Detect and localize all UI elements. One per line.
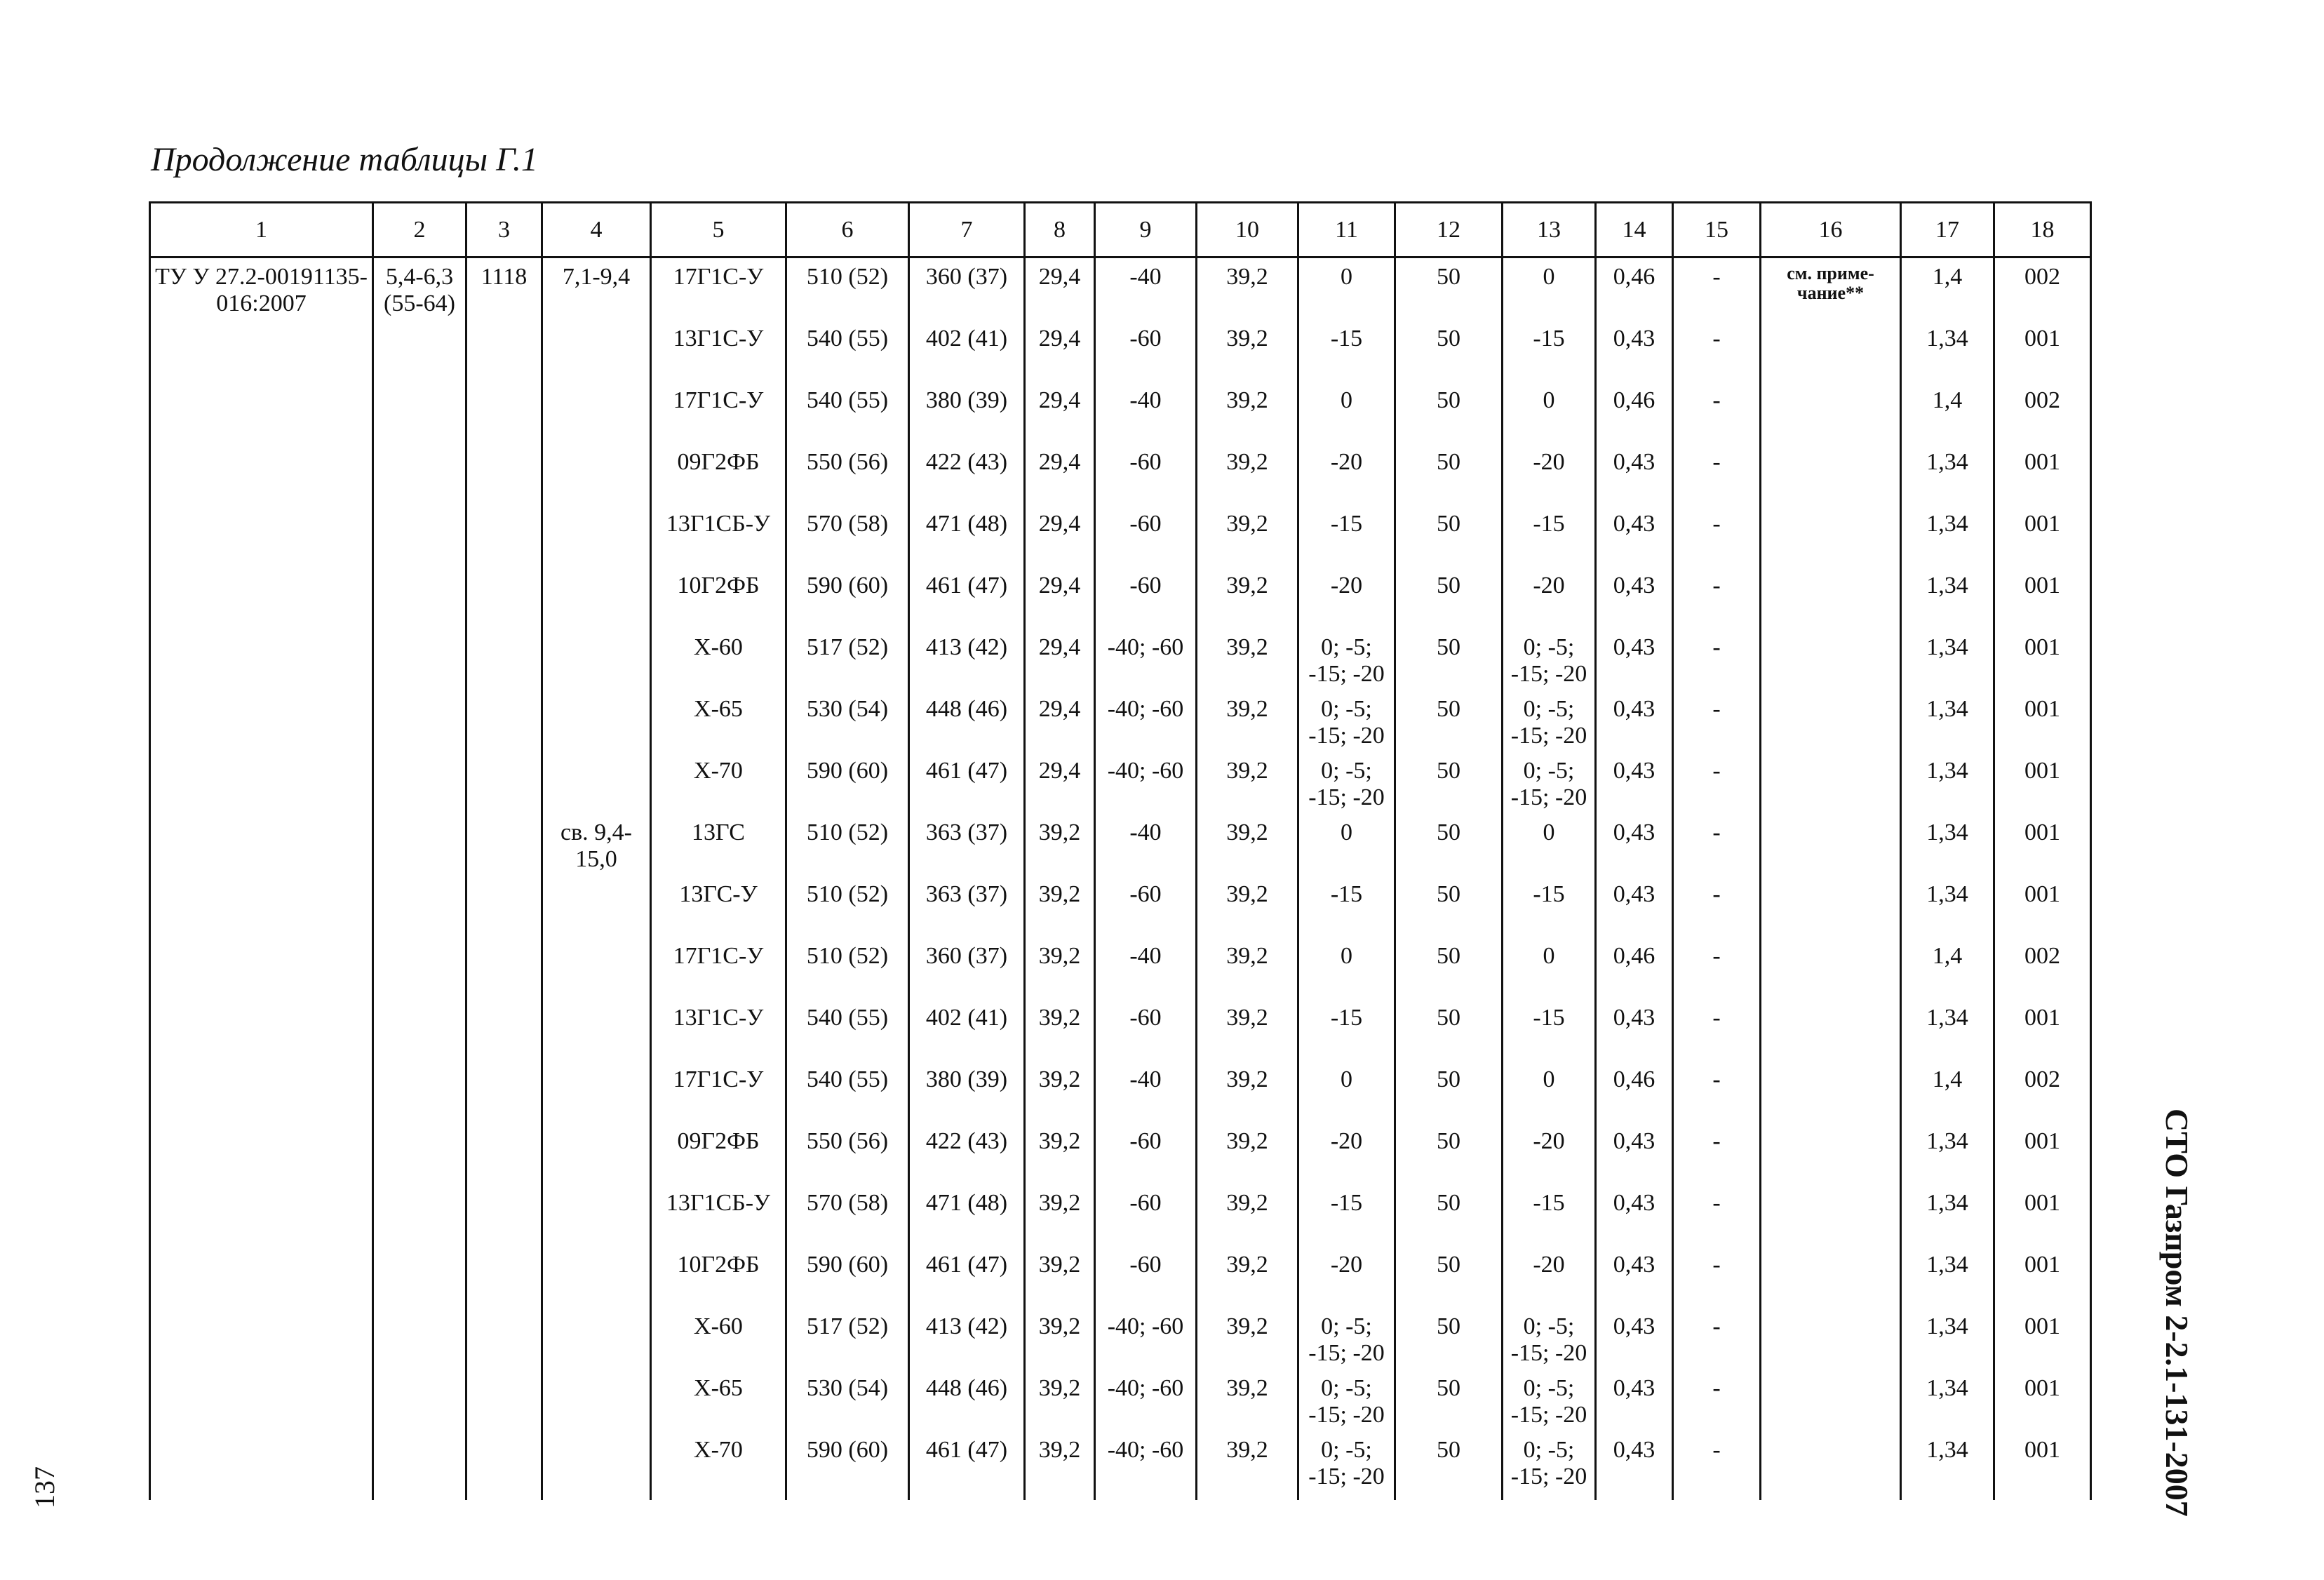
cell-col-18: 001 (1994, 320, 2091, 382)
cell-col-14: 0,43 (1596, 1246, 1673, 1308)
cell-col-18: 002 (1994, 937, 2091, 999)
cell-col-14: 0,46 (1596, 382, 1673, 443)
cell-col-10: 39,2 (1197, 1246, 1298, 1308)
cell-col-11: 0 (1298, 814, 1395, 876)
column-header-11: 11 (1298, 203, 1395, 257)
cell-col-7: 363 (37) (909, 814, 1025, 876)
cell-col-7: 402 (41) (909, 999, 1025, 1061)
cell-col-10: 39,2 (1197, 443, 1298, 505)
cell-col-18: 001 (1994, 567, 2091, 629)
cell-col-5: 13Г1СБ-У (651, 1184, 786, 1246)
cell-col-14: 0,43 (1596, 876, 1673, 937)
note-cell: см. приме-чание** (1761, 257, 1901, 1501)
cell-col-10: 39,2 (1197, 257, 1298, 321)
cell-col-6: 530 (54) (786, 1370, 909, 1431)
cell-col-15: - (1673, 1308, 1761, 1370)
cell-col-12: 50 (1395, 1184, 1503, 1246)
cell-col-12: 50 (1395, 937, 1503, 999)
column-header-9: 9 (1095, 203, 1197, 257)
cell-col-14: 0,46 (1596, 937, 1673, 999)
cell-col-15: - (1673, 752, 1761, 814)
cell-col-7: 413 (42) (909, 1308, 1025, 1370)
cell-col-8: 29,4 (1025, 505, 1095, 567)
cell-col-17: 1,34 (1901, 1123, 1994, 1184)
cell-col-6: 540 (55) (786, 1061, 909, 1123)
cell-col-17: 1,34 (1901, 1370, 1994, 1431)
cell-col-15: - (1673, 999, 1761, 1061)
cell-col-14: 0,46 (1596, 1061, 1673, 1123)
cell-col-11: 0; -5; -15; -20 (1298, 629, 1395, 690)
cell-col-8: 39,2 (1025, 1246, 1095, 1308)
cell-col-6: 517 (52) (786, 1308, 909, 1370)
cell-col-10: 39,2 (1197, 876, 1298, 937)
cell-col-9: -40; -60 (1095, 1370, 1197, 1431)
cell-col-11: -20 (1298, 1246, 1395, 1308)
cell-col-8: 29,4 (1025, 320, 1095, 382)
cell-col-11: -20 (1298, 567, 1395, 629)
cell-col-11: 0; -5; -15; -20 (1298, 1431, 1395, 1500)
cell-col-5: 13Г1С-У (651, 999, 786, 1061)
column-header-8: 8 (1025, 203, 1095, 257)
cell-col-13: -20 (1503, 1246, 1596, 1308)
col3-cell: 1118 (466, 257, 542, 1501)
cell-col-12: 50 (1395, 999, 1503, 1061)
cell-col-15: - (1673, 257, 1761, 321)
cell-col-18: 001 (1994, 1123, 2091, 1184)
cell-col-6: 517 (52) (786, 629, 909, 690)
cell-col-13: 0 (1503, 937, 1596, 999)
cell-col-12: 50 (1395, 814, 1503, 876)
steel-grades-table (149, 201, 2092, 1500)
cell-col-9: -40 (1095, 382, 1197, 443)
cell-col-6: 540 (55) (786, 999, 909, 1061)
cell-col-11: 0 (1298, 937, 1395, 999)
cell-col-17: 1,34 (1901, 629, 1994, 690)
cell-col-17: 1,4 (1901, 257, 1994, 321)
cell-col-7: 422 (43) (909, 443, 1025, 505)
column-header-7: 7 (909, 203, 1025, 257)
cell-col-8: 29,4 (1025, 567, 1095, 629)
cell-col-6: 550 (56) (786, 443, 909, 505)
cell-col-17: 1,34 (1901, 1308, 1994, 1370)
table-body (150, 257, 2091, 1501)
cell-col-11: -15 (1298, 505, 1395, 567)
cell-col-10: 39,2 (1197, 1123, 1298, 1184)
header-row (150, 203, 2091, 257)
cell-col-13: 0; -5; -15; -20 (1503, 1370, 1596, 1431)
cell-col-11: 0; -5; -15; -20 (1298, 752, 1395, 814)
cell-col-5: 09Г2ФБ (651, 1123, 786, 1184)
cell-col-7: 448 (46) (909, 1370, 1025, 1431)
cell-col-12: 50 (1395, 382, 1503, 443)
cell-col-14: 0,43 (1596, 814, 1673, 876)
cell-col-5: X-60 (651, 629, 786, 690)
cell-col-13: 0; -5; -15; -20 (1503, 690, 1596, 752)
cell-col-13: 0; -5; -15; -20 (1503, 752, 1596, 814)
cell-col-7: 471 (48) (909, 1184, 1025, 1246)
cell-col-8: 29,4 (1025, 382, 1095, 443)
cell-col-14: 0,43 (1596, 1184, 1673, 1246)
cell-col-18: 002 (1994, 257, 2091, 321)
cell-col-17: 1,34 (1901, 505, 1994, 567)
column-header-5: 5 (651, 203, 786, 257)
column-header-2: 2 (373, 203, 466, 257)
cell-col-10: 39,2 (1197, 690, 1298, 752)
cell-col-6: 590 (60) (786, 567, 909, 629)
cell-col-5: 13ГС (651, 814, 786, 876)
cell-col-9: -40; -60 (1095, 629, 1197, 690)
cell-col-10: 39,2 (1197, 1370, 1298, 1431)
cell-col-8: 39,2 (1025, 937, 1095, 999)
cell-col-7: 461 (47) (909, 567, 1025, 629)
cell-col-11: 0 (1298, 382, 1395, 443)
cell-col-17: 1,34 (1901, 1246, 1994, 1308)
cell-col-13: -15 (1503, 876, 1596, 937)
cell-col-7: 360 (37) (909, 257, 1025, 321)
cell-col-11: -15 (1298, 1184, 1395, 1246)
cell-col-14: 0,43 (1596, 320, 1673, 382)
cell-col-8: 39,2 (1025, 876, 1095, 937)
cell-col-10: 39,2 (1197, 999, 1298, 1061)
cell-col-13: -20 (1503, 1123, 1596, 1184)
cell-col-6: 540 (55) (786, 382, 909, 443)
cell-col-6: 510 (52) (786, 257, 909, 321)
cell-col-14: 0,43 (1596, 752, 1673, 814)
cell-col-18: 001 (1994, 752, 2091, 814)
cell-col-12: 50 (1395, 257, 1503, 321)
cell-col-12: 50 (1395, 1370, 1503, 1431)
cell-col-6: 590 (60) (786, 1431, 909, 1500)
column-header-3: 3 (466, 203, 542, 257)
column-header-15: 15 (1673, 203, 1761, 257)
cell-col-17: 1,34 (1901, 752, 1994, 814)
cell-col-11: 0; -5; -15; -20 (1298, 1370, 1395, 1431)
column-header-10: 10 (1197, 203, 1298, 257)
cell-col-12: 50 (1395, 1123, 1503, 1184)
cell-col-6: 540 (55) (786, 320, 909, 382)
cell-col-11: 0; -5; -15; -20 (1298, 1308, 1395, 1370)
cell-col-18: 002 (1994, 1061, 2091, 1123)
cell-col-17: 1,34 (1901, 876, 1994, 937)
cell-col-14: 0,43 (1596, 629, 1673, 690)
cell-col-14: 0,43 (1596, 1123, 1673, 1184)
cell-col-8: 39,2 (1025, 999, 1095, 1061)
cell-col-6: 550 (56) (786, 1123, 909, 1184)
cell-col-9: -40 (1095, 814, 1197, 876)
cell-col-6: 510 (52) (786, 814, 909, 876)
cell-col-8: 39,2 (1025, 1431, 1095, 1500)
cell-col-12: 50 (1395, 629, 1503, 690)
cell-col-13: 0 (1503, 257, 1596, 321)
cell-col-15: - (1673, 1061, 1761, 1123)
cell-col-9: -40 (1095, 937, 1197, 999)
cell-col-7: 461 (47) (909, 752, 1025, 814)
cell-col-5: X-70 (651, 752, 786, 814)
cell-col-17: 1,4 (1901, 937, 1994, 999)
cell-col-18: 001 (1994, 443, 2091, 505)
cell-col-9: -60 (1095, 443, 1197, 505)
cell-col-7: 380 (39) (909, 1061, 1025, 1123)
cell-col-13: 0; -5; -15; -20 (1503, 1308, 1596, 1370)
table-caption: Продолжение таблицы Г.1 (151, 141, 538, 178)
cell-col-17: 1,34 (1901, 999, 1994, 1061)
cell-col-11: -15 (1298, 320, 1395, 382)
cell-col-12: 50 (1395, 1308, 1503, 1370)
cell-col-7: 461 (47) (909, 1246, 1025, 1308)
cell-col-9: -40; -60 (1095, 1308, 1197, 1370)
cell-col-8: 29,4 (1025, 257, 1095, 321)
column-header-6: 6 (786, 203, 909, 257)
thickness-cell: 7,1-9,4 (542, 257, 651, 815)
cell-col-5: 09Г2ФБ (651, 443, 786, 505)
cell-col-17: 1,34 (1901, 443, 1994, 505)
cell-col-14: 0,43 (1596, 567, 1673, 629)
cell-col-6: 570 (58) (786, 505, 909, 567)
cell-col-13: 0 (1503, 814, 1596, 876)
cell-col-13: -15 (1503, 505, 1596, 567)
cell-col-18: 001 (1994, 1431, 2091, 1500)
cell-col-15: - (1673, 937, 1761, 999)
cell-col-14: 0,46 (1596, 257, 1673, 321)
cell-col-10: 39,2 (1197, 1184, 1298, 1246)
cell-col-7: 448 (46) (909, 690, 1025, 752)
cell-col-14: 0,43 (1596, 1308, 1673, 1370)
column-header-16: 16 (1761, 203, 1901, 257)
cell-col-6: 510 (52) (786, 937, 909, 999)
cell-col-15: - (1673, 814, 1761, 876)
cell-col-12: 50 (1395, 690, 1503, 752)
column-header-13: 13 (1503, 203, 1596, 257)
cell-col-18: 001 (1994, 1308, 2091, 1370)
cell-col-18: 001 (1994, 1246, 2091, 1308)
cell-col-13: -15 (1503, 320, 1596, 382)
spec-cell: ТУ У 27.2-00191135-016:2007 (150, 257, 373, 1501)
cell-col-18: 002 (1994, 382, 2091, 443)
cell-col-10: 39,2 (1197, 1431, 1298, 1500)
cell-col-18: 001 (1994, 629, 2091, 690)
cell-col-8: 39,2 (1025, 1061, 1095, 1123)
cell-col-7: 402 (41) (909, 320, 1025, 382)
column-header-4: 4 (542, 203, 651, 257)
cell-col-5: 17Г1С-У (651, 1061, 786, 1123)
thickness-cell: св. 9,4-15,0 (542, 814, 651, 1500)
size-cell: 5,4-6,3 (55-64) (373, 257, 466, 1501)
cell-col-12: 50 (1395, 567, 1503, 629)
cell-col-18: 001 (1994, 814, 2091, 876)
cell-col-17: 1,4 (1901, 1061, 1994, 1123)
cell-col-9: -60 (1095, 876, 1197, 937)
cell-col-7: 380 (39) (909, 382, 1025, 443)
cell-col-7: 360 (37) (909, 937, 1025, 999)
cell-col-12: 50 (1395, 1431, 1503, 1500)
cell-col-12: 50 (1395, 752, 1503, 814)
cell-col-8: 39,2 (1025, 1123, 1095, 1184)
cell-col-7: 461 (47) (909, 1431, 1025, 1500)
cell-col-17: 1,34 (1901, 690, 1994, 752)
cell-col-12: 50 (1395, 443, 1503, 505)
cell-col-11: 0; -5; -15; -20 (1298, 690, 1395, 752)
cell-col-8: 29,4 (1025, 629, 1095, 690)
cell-col-9: -60 (1095, 505, 1197, 567)
cell-col-5: X-65 (651, 1370, 786, 1431)
cell-col-7: 363 (37) (909, 876, 1025, 937)
cell-col-10: 39,2 (1197, 1308, 1298, 1370)
cell-col-11: -20 (1298, 443, 1395, 505)
cell-col-13: -15 (1503, 1184, 1596, 1246)
cell-col-15: - (1673, 382, 1761, 443)
cell-col-7: 471 (48) (909, 505, 1025, 567)
cell-col-5: 10Г2ФБ (651, 567, 786, 629)
cell-col-6: 570 (58) (786, 1184, 909, 1246)
cell-col-14: 0,43 (1596, 505, 1673, 567)
document-code: СТО Газпром 2-2.1-131-2007 (2159, 1109, 2195, 1517)
column-header-14: 14 (1596, 203, 1673, 257)
cell-col-10: 39,2 (1197, 320, 1298, 382)
cell-col-17: 1,34 (1901, 1184, 1994, 1246)
cell-col-12: 50 (1395, 876, 1503, 937)
cell-col-15: - (1673, 629, 1761, 690)
cell-col-14: 0,43 (1596, 1370, 1673, 1431)
cell-col-13: -15 (1503, 999, 1596, 1061)
cell-col-9: -60 (1095, 1123, 1197, 1184)
cell-col-8: 29,4 (1025, 443, 1095, 505)
cell-col-15: - (1673, 1184, 1761, 1246)
cell-col-7: 422 (43) (909, 1123, 1025, 1184)
cell-col-11: -20 (1298, 1123, 1395, 1184)
cell-col-8: 39,2 (1025, 814, 1095, 876)
cell-col-5: X-60 (651, 1308, 786, 1370)
cell-col-18: 001 (1994, 999, 2091, 1061)
cell-col-5: 13Г1СБ-У (651, 505, 786, 567)
cell-col-8: 29,4 (1025, 690, 1095, 752)
cell-col-9: -40; -60 (1095, 752, 1197, 814)
cell-col-7: 413 (42) (909, 629, 1025, 690)
cell-col-9: -60 (1095, 1184, 1197, 1246)
cell-col-12: 50 (1395, 1061, 1503, 1123)
cell-col-17: 1,34 (1901, 1431, 1994, 1500)
cell-col-5: X-65 (651, 690, 786, 752)
cell-col-9: -40 (1095, 1061, 1197, 1123)
column-header-12: 12 (1395, 203, 1503, 257)
cell-col-6: 590 (60) (786, 1246, 909, 1308)
cell-col-10: 39,2 (1197, 814, 1298, 876)
cell-col-10: 39,2 (1197, 937, 1298, 999)
cell-col-17: 1,4 (1901, 382, 1994, 443)
cell-col-13: 0; -5; -15; -20 (1503, 1431, 1596, 1500)
cell-col-10: 39,2 (1197, 752, 1298, 814)
cell-col-14: 0,43 (1596, 1431, 1673, 1500)
cell-col-9: -40; -60 (1095, 1431, 1197, 1500)
cell-col-5: X-70 (651, 1431, 786, 1500)
cell-col-14: 0,43 (1596, 443, 1673, 505)
column-header-18: 18 (1994, 203, 2091, 257)
cell-col-15: - (1673, 320, 1761, 382)
cell-col-15: - (1673, 1370, 1761, 1431)
cell-col-15: - (1673, 1431, 1761, 1500)
column-header-1: 1 (150, 203, 373, 257)
cell-col-17: 1,34 (1901, 320, 1994, 382)
cell-col-10: 39,2 (1197, 382, 1298, 443)
cell-col-10: 39,2 (1197, 1061, 1298, 1123)
cell-col-18: 001 (1994, 690, 2091, 752)
cell-col-11: 0 (1298, 1061, 1395, 1123)
cell-col-6: 530 (54) (786, 690, 909, 752)
cell-col-15: - (1673, 1123, 1761, 1184)
cell-col-15: - (1673, 567, 1761, 629)
cell-col-13: 0 (1503, 1061, 1596, 1123)
cell-col-17: 1,34 (1901, 814, 1994, 876)
cell-col-13: -20 (1503, 567, 1596, 629)
column-header-17: 17 (1901, 203, 1994, 257)
cell-col-6: 510 (52) (786, 876, 909, 937)
cell-col-11: 0 (1298, 257, 1395, 321)
cell-col-8: 39,2 (1025, 1184, 1095, 1246)
cell-col-11: -15 (1298, 876, 1395, 937)
cell-col-15: - (1673, 505, 1761, 567)
cell-col-15: - (1673, 1246, 1761, 1308)
cell-col-15: - (1673, 690, 1761, 752)
cell-col-9: -40; -60 (1095, 690, 1197, 752)
cell-col-10: 39,2 (1197, 505, 1298, 567)
cell-col-13: 0; -5; -15; -20 (1503, 629, 1596, 690)
cell-col-5: 10Г2ФБ (651, 1246, 786, 1308)
cell-col-15: - (1673, 443, 1761, 505)
cell-col-11: -15 (1298, 999, 1395, 1061)
cell-col-14: 0,43 (1596, 999, 1673, 1061)
cell-col-18: 001 (1994, 1184, 2091, 1246)
cell-col-12: 50 (1395, 505, 1503, 567)
cell-col-10: 39,2 (1197, 567, 1298, 629)
cell-col-18: 001 (1994, 1370, 2091, 1431)
cell-col-10: 39,2 (1197, 629, 1298, 690)
cell-col-5: 13ГС-У (651, 876, 786, 937)
cell-col-12: 50 (1395, 320, 1503, 382)
cell-col-9: -40 (1095, 257, 1197, 321)
cell-col-13: 0 (1503, 382, 1596, 443)
table-row (150, 257, 2091, 321)
cell-col-18: 001 (1994, 505, 2091, 567)
cell-col-9: -60 (1095, 1246, 1197, 1308)
cell-col-8: 29,4 (1025, 752, 1095, 814)
cell-col-5: 13Г1С-У (651, 320, 786, 382)
cell-col-5: 17Г1С-У (651, 257, 786, 321)
cell-col-9: -60 (1095, 999, 1197, 1061)
page-number: 137 (29, 1466, 60, 1508)
cell-col-18: 001 (1994, 876, 2091, 937)
cell-col-15: - (1673, 876, 1761, 937)
cell-col-5: 17Г1С-У (651, 937, 786, 999)
cell-col-13: -20 (1503, 443, 1596, 505)
cell-col-9: -60 (1095, 567, 1197, 629)
cell-col-17: 1,34 (1901, 567, 1994, 629)
cell-col-14: 0,43 (1596, 690, 1673, 752)
cell-col-9: -60 (1095, 320, 1197, 382)
cell-col-6: 590 (60) (786, 752, 909, 814)
cell-col-12: 50 (1395, 1246, 1503, 1308)
cell-col-8: 39,2 (1025, 1308, 1095, 1370)
cell-col-8: 39,2 (1025, 1370, 1095, 1431)
cell-col-5: 17Г1С-У (651, 382, 786, 443)
